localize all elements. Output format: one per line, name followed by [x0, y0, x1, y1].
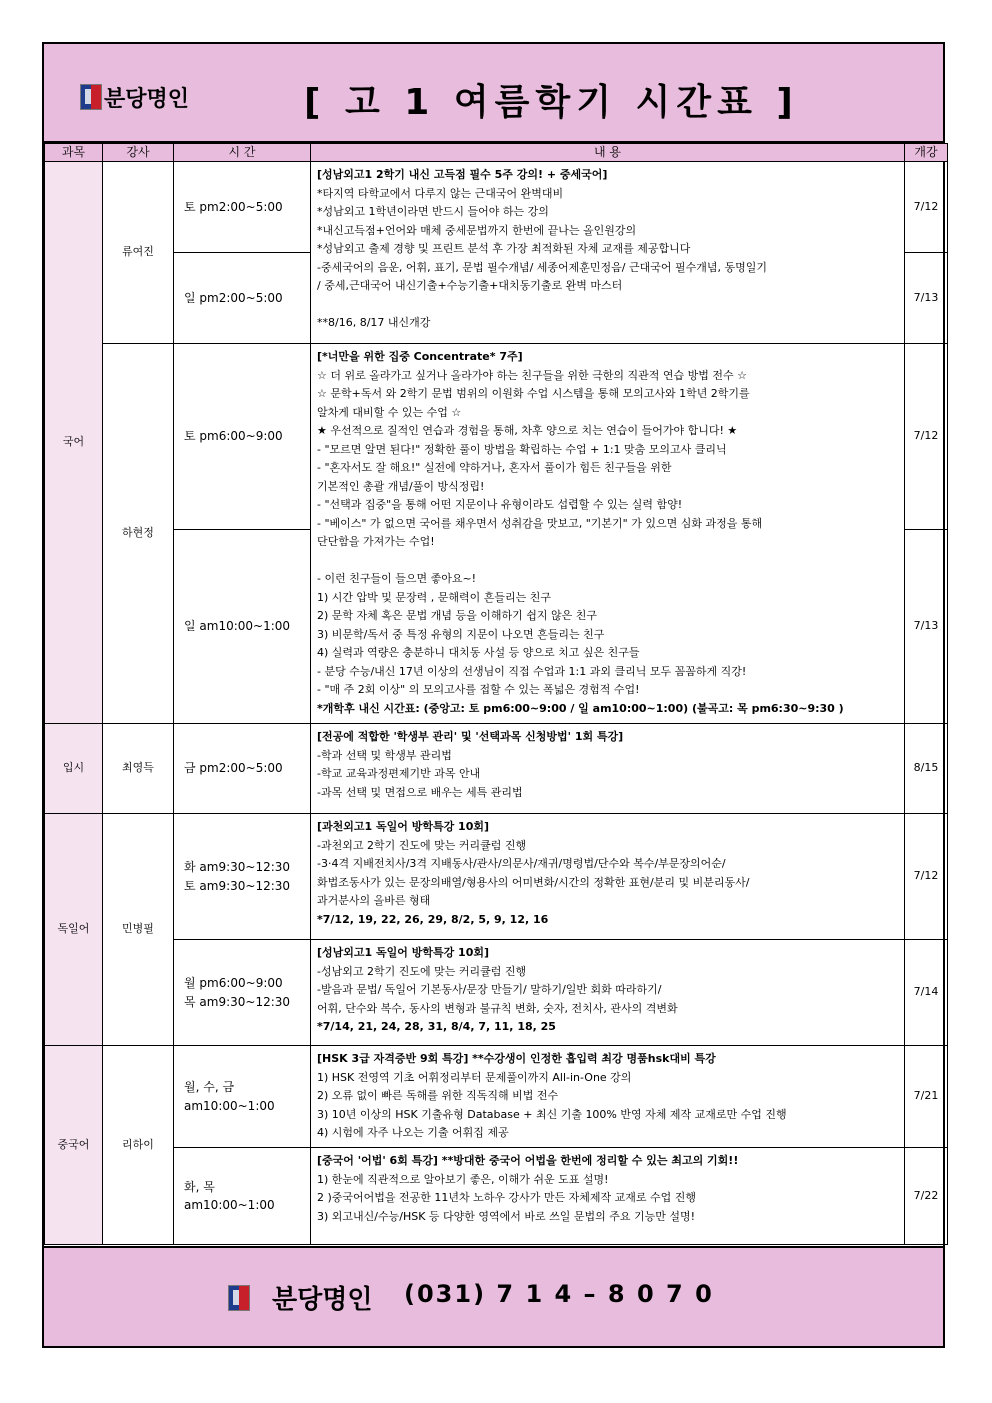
start-date-cell: 7/13: [905, 253, 948, 344]
col-header-teacher: 강사: [103, 144, 174, 162]
content-line: *성남외고 출제 경향 및 프린트 분석 후 가장 최적화된 자체 교재를 제공합니다: [317, 242, 691, 255]
course-title: [과천외고1 독일어 방학특강 10회]: [317, 820, 490, 833]
content-line: 단단함을 가져가는 수업!: [317, 535, 435, 548]
content-line: 어휘, 단수와 복수, 동사의 변형과 불규칙 변화, 숫자, 전치사, 관사의 격변화: [317, 1001, 678, 1015]
time-cell: 일 am10:00~1:00: [174, 530, 311, 724]
teacher-cell: 류여진: [103, 162, 174, 344]
course-title: [*너만을 위한 집중 Concentrate* 7주]: [317, 350, 523, 363]
col-header-content: 내 용: [311, 144, 905, 162]
subject-cell: 국어: [45, 162, 103, 724]
table-row: [45, 1046, 948, 1148]
content-line: -학과 선택 및 학생부 관리법: [317, 748, 452, 762]
col-header-subject: 과목: [45, 144, 103, 162]
content-line: *7/14, 21, 24, 28, 31, 8/4, 7, 11, 18, 25: [317, 1020, 556, 1033]
content-line: - 분당 수능/내신 17년 이상의 선생님이 직접 수업과 1:1 과외 클리닉 모두 꼼꼼하게 직강!: [317, 664, 747, 678]
time-cell: 토 pm6:00~9:00: [174, 344, 311, 530]
table-row: [45, 724, 948, 814]
course-title: [성남외고1 2학기 내신 고득점 필수 5주 강의! + 중세국어]: [317, 168, 608, 181]
content-line: -학교 교육과정편제기반 과목 안내: [317, 767, 481, 780]
content-line: *성남외고 1학년이라면 반드시 들어야 하는 강의: [317, 205, 549, 218]
start-date-cell: 7/21: [905, 1046, 948, 1148]
content-cell: [311, 814, 905, 940]
time-cell: 토 pm2:00~5:00: [174, 162, 311, 253]
footer-logo-icon: [228, 1285, 250, 1311]
start-date-cell: 7/12: [905, 162, 948, 253]
time-cell: 월, 수, 금 am10:00~1:00: [174, 1046, 311, 1148]
content-line: - "매 주 2회 이상" 의 모의고사를 접할 수 있는 폭넓은 경험적 수업!: [317, 683, 640, 696]
content-cell: [311, 1046, 905, 1148]
content-line: [317, 552, 898, 571]
page-title: [ 고 1 여름학기 시간표 ]: [304, 82, 799, 123]
content-line: ★ 우선적으로 질적인 연습과 경험을 통해, 차후 양으로 치는 연습이 들어가야 합니다! ★: [317, 424, 738, 437]
content-line: 4) 실력과 역량은 충분하니 대치동 사설 등 양으로 치고 싶은 친구들: [317, 646, 640, 659]
content-line: 2) 오류 없이 빠른 독해를 위한 직독직해 비법 전수: [317, 1089, 559, 1102]
start-date-cell: 7/13: [905, 530, 948, 724]
content-cell: [311, 940, 905, 1046]
content-line: 1) 한눈에 직관적으로 알아보기 좋은, 이해가 쉬운 도표 설명!: [317, 1172, 609, 1186]
teacher-cell: 리하이: [103, 1046, 174, 1245]
subject-cell: 입시: [45, 724, 103, 814]
header-brand: 분당명인: [104, 87, 190, 112]
content-line: - "혼자서도 잘 해요!" 실전에 약하거나, 혼자서 풀이가 힘든 친구들을 위한: [317, 461, 672, 474]
content-line: 1) HSK 전영역 기초 어휘정리부터 문제풀이까지 All-in-One 강의: [317, 1070, 632, 1084]
timetable-sheet: [42, 42, 945, 1348]
content-line: 2) 문학 자체 혹은 문법 개념 등을 이해하기 쉽지 않은 친구: [317, 609, 598, 622]
content-line: -성남외고 2학기 진도에 맞는 커리큘럼 진행: [317, 964, 527, 978]
content-cell: [311, 724, 905, 814]
content-line: 알차게 대비할 수 있는 수업 ☆: [317, 405, 462, 419]
table-row: [45, 940, 948, 1046]
time-cell: 월 pm6:00~9:00 목 am9:30~12:30: [174, 940, 311, 1046]
content-line: ☆ 더 위로 올라가고 싶거나 올라가야 하는 친구들을 위한 극한의 직관적 연습 방법 전수 ☆: [317, 368, 747, 382]
time-cell: 금 pm2:00~5:00: [174, 724, 311, 814]
content-line: 1) 시간 압박 및 문장력 , 문해력이 흔들리는 친구: [317, 590, 552, 604]
content-cell: [311, 162, 905, 344]
col-header-time: 시 간: [174, 144, 311, 162]
col-header-start: 개강: [905, 144, 948, 162]
time-cell: 화 am9:30~12:30 토 am9:30~12:30: [174, 814, 311, 940]
table-row: [45, 344, 948, 530]
table-row: [45, 162, 948, 253]
content-line: / 중세,근대국어 내신기출+수능기출+대치동기출로 완벽 마스터: [317, 279, 623, 292]
footer-bar: [44, 1246, 943, 1346]
content-line: *7/12, 19, 22, 26, 29, 8/2, 5, 9, 12, 16: [317, 912, 549, 926]
content-line: 화법조동사가 있는 문장의배열/형용사의 어미변화/시간의 정확한 표현/분리 및 비분리동사/: [317, 875, 750, 889]
content-line: - "베이스" 가 없으면 국어를 채우면서 성취감을 맛보고, "기본기" 가 있으면 심화 과정을 통해: [317, 516, 763, 530]
content-line: -과천외고 2학기 진도에 맞는 커리큘럼 진행: [317, 838, 527, 852]
table-row: [45, 1148, 948, 1245]
content-line: *내신고득점+언어와 매체 중세문법까지 한번에 끝나는 올인원강의: [317, 223, 637, 237]
table-header-row: [45, 144, 948, 162]
table-row: [45, 814, 948, 940]
start-date-cell: 7/22: [905, 1148, 948, 1245]
footer-brand: 분당명인: [272, 1285, 373, 1315]
time-cell: 일 pm2:00~5:00: [174, 253, 311, 344]
course-title: [전공에 적합한 '학생부 관리' 및 '선택과목 신청방법' 1회 특강]: [317, 730, 624, 743]
content-line: 과거분사의 올바른 형태: [317, 894, 431, 907]
course-title: [성남외고1 독일어 방학특강 10회]: [317, 946, 490, 959]
content-line: -3·4격 지배전치사/3격 지배동사/관사/의문사/재귀/명령법/단수와 복수/부문장의어순/: [317, 857, 726, 870]
content-line: 2 )중국어어법을 전공한 11년차 노하우 강사가 만든 자체제작 교재로 수업 진행: [317, 1191, 697, 1204]
content-line: ☆ 문학+독서 와 2학기 문법 범위의 이원화 수업 시스템을 통해 모의고사와 1학년 2학기를: [317, 387, 750, 400]
teacher-cell: 최영득: [103, 724, 174, 814]
content-line: -중세국어의 음운, 어휘, 표기, 문법 필수개념/ 세종어제훈민정음/ 근대국어 필수개념, 동명일기: [317, 260, 767, 274]
academy-logo-icon: [80, 84, 102, 110]
content-line: 4) 시험에 자주 나오는 기출 어휘집 제공: [317, 1126, 509, 1139]
content-line: -과목 선택 및 면접으로 배우는 세특 관리법: [317, 785, 523, 799]
course-title: [HSK 3급 자격증반 9회 특강] **수강생이 인정한 흡입력 최강 명품hsk대비 특강: [317, 1052, 716, 1065]
subject-cell: 중국어: [45, 1046, 103, 1245]
content-line: 3) 10년 이상의 HSK 기출유형 Database + 최신 기출 100% 반영 자체 제작 교재로만 수업 진행: [317, 1107, 787, 1121]
time-cell: 화, 목 am10:00~1:00: [174, 1148, 311, 1245]
header-bar: [44, 44, 943, 143]
content-line: 3) 비문학/독서 중 특정 유형의 지문이 나오면 흔들리는 친구: [317, 627, 605, 641]
timetable: [44, 143, 948, 1245]
teacher-cell: 하현정: [103, 344, 174, 724]
content-line: 3) 외고내신/수능/HSK 등 다양한 영역에서 바로 쓰일 문법의 주요 기능만 설명!: [317, 1209, 696, 1223]
start-date-cell: 8/15: [905, 724, 948, 814]
content-line: - "선택과 집중"을 통해 어떤 지문이나 유형이라도 섭렵할 수 있는 실력 함양!: [317, 498, 683, 511]
content-cell: [311, 1148, 905, 1245]
content-line: *개학후 내신 시간표: (중앙고: 토 pm6:00~9:00 / 일 am10:00~1:00) (불곡고: 목 pm6:30~9:30 ): [317, 701, 844, 715]
content-line: - "모르면 알면 된다!" 정확한 풀이 방법을 확립하는 수업 + 1:1 맞춤 모의고사 클리닉: [317, 442, 727, 456]
subject-cell: 독일어: [45, 814, 103, 1046]
content-line: -발음과 문법/ 독일어 기본동사/문장 만들기/ 말하기/일반 회화 따라하기/: [317, 983, 662, 996]
start-date-cell: 7/12: [905, 814, 948, 940]
content-line: [317, 296, 898, 315]
start-date-cell: 7/12: [905, 344, 948, 530]
content-line: *타지역 타학교에서 다루지 않는 근대국어 완벽대비: [317, 186, 564, 200]
content-line: 기본적인 총괄 개념/풀이 방식정립!: [317, 479, 485, 493]
course-title: [중국어 '어법' 6회 특강] **방대한 중국어 어법을 한번에 정리할 수 있는 최고의 기회!!: [317, 1154, 739, 1167]
content-line: **8/16, 8/17 내신개강: [317, 316, 431, 329]
teacher-cell: 민병필: [103, 814, 174, 1046]
start-date-cell: 7/14: [905, 940, 948, 1046]
content-cell: [311, 344, 905, 724]
phone-number: (031) 7 1 4 – 8 0 7 0: [404, 1280, 714, 1308]
content-line: - 이런 친구들이 들으면 좋아요~!: [317, 572, 477, 585]
